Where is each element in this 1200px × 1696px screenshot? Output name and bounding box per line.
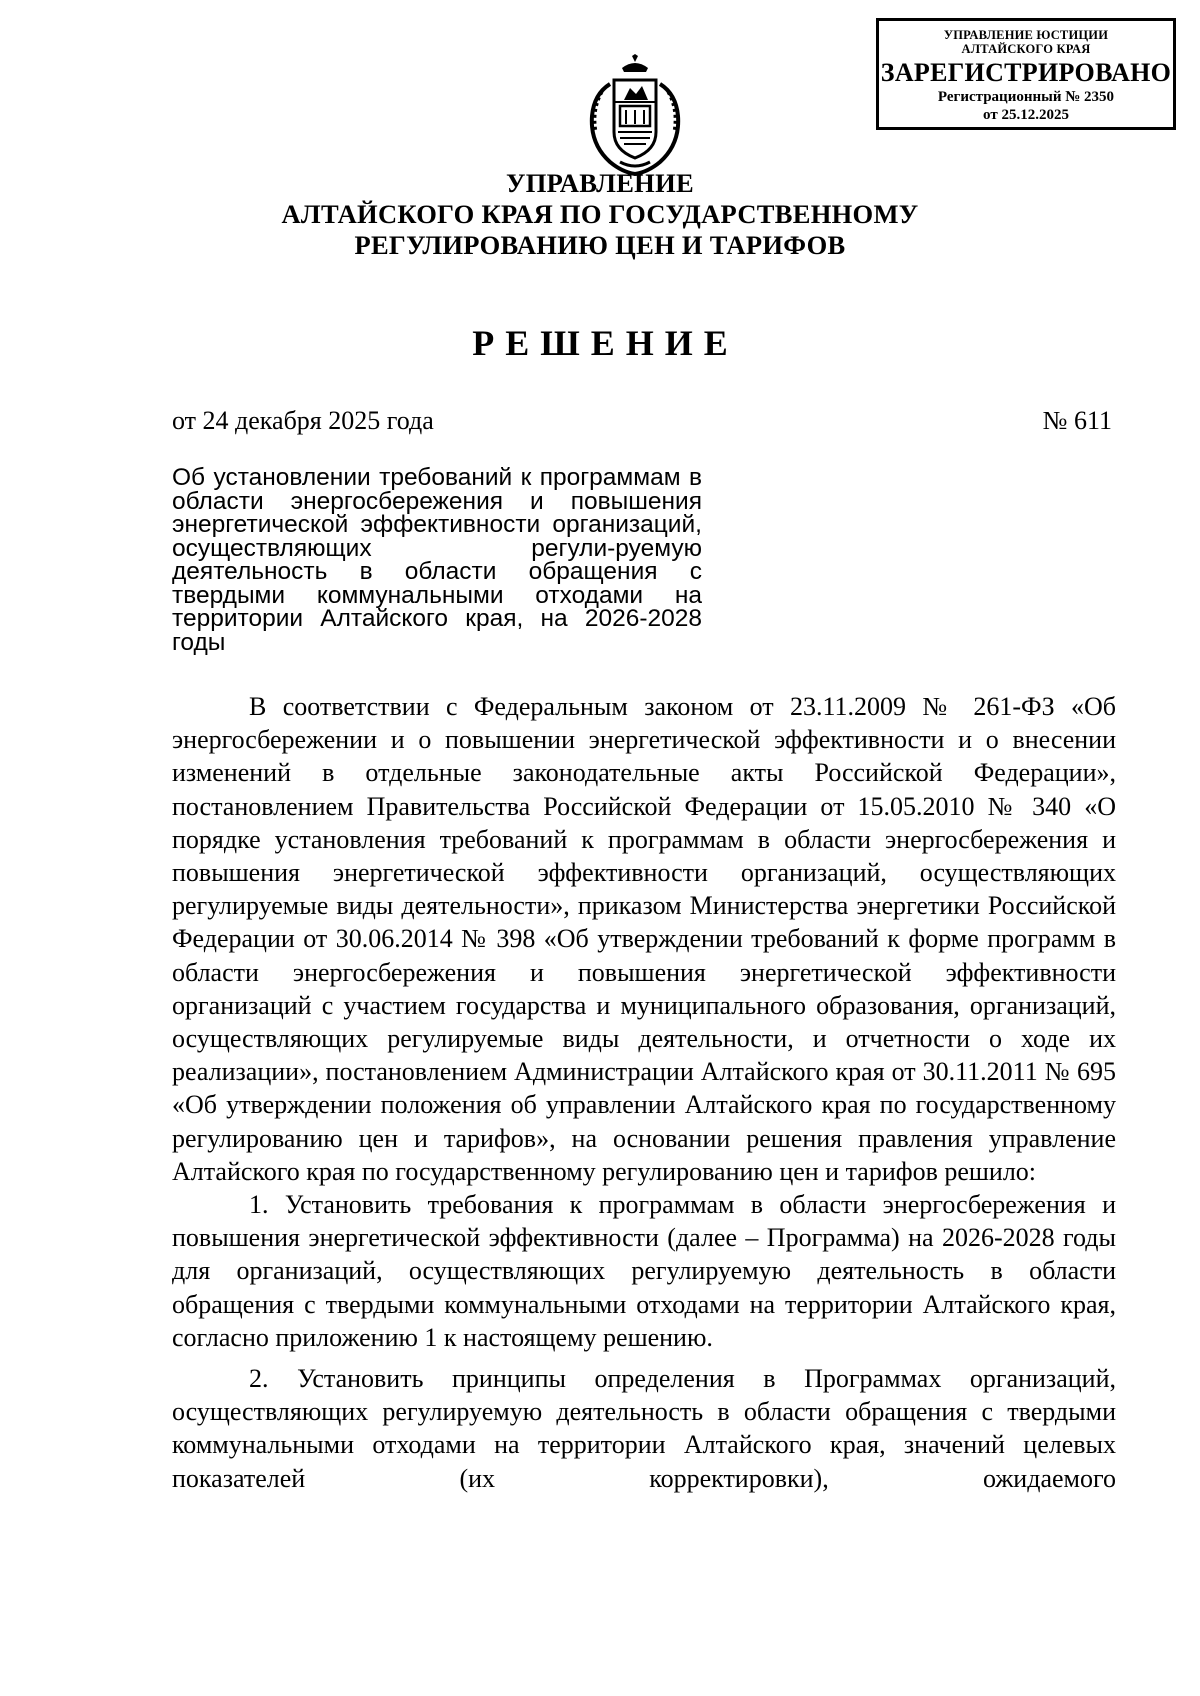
item-1-paragraph: 1. Установить требования к программам в области энергосбережения и повышения энергетической эффективности (далее – Программа) на 2026-2028 годы для организаций, осуществляющих регулируемую деятельность в области обращения с твердыми коммунальными отходами на территории Алтайского края, согласно приложению 1 к настоящему решению. [172, 1190, 1116, 1352]
authority-line1: УПРАВЛЕНИЕ [506, 168, 694, 198]
decision-date: от 24 декабря 2025 года [172, 406, 434, 435]
stamp-reg-date: от 25.12.2025 [983, 107, 1069, 123]
authority-line2: АЛТАЙСКОГО КРАЯ ПО ГОСУДАРСТВЕННОМУ [281, 199, 919, 229]
stamp-status: ЗАРЕГИСТРИРОВАНО [880, 58, 1172, 87]
stamp-org-line1: УПРАВЛЕНИЕ ЮСТИЦИИ [943, 28, 1109, 42]
document-body [172, 690, 1116, 1495]
document-type-title: РЕШЕНИЕ [472, 323, 739, 363]
coat-of-arms-icon [580, 54, 690, 178]
stamp-org-line2: АЛТАЙСКОГО КРАЯ [961, 42, 1091, 56]
issuing-authority [0, 168, 1200, 261]
preamble-paragraph: В соответствии с Федеральным законом от 23.11.2009 № 261-ФЗ «Об энергосбережении и о повышении энергетической эффективности и о внесении изменений в отдельные законодательные акты Российской Федерации», постановлением Правительства Российской Федерации от 15.05.2010 № 340 «О порядке установления требований к программам в области энергосбережения и повышения энергетической эффективности организаций, осуществляющих регулируемые виды деятельности», приказом Министерства энергетики Российской Федерации от 30.06.2014 № 398 «Об утверждении требований к форме программ в области энергосбережения и повышения энергетической эффективности организаций с участием государства и муниципального образования, организаций, осуществляющих регулируемые виды деятельности, и отчетности о ходе их реализации», постановлением Администрации Алтайского края от 30.11.2011 № 695 «Об утверждении положения об управлении Алтайского края по государственному регулированию цен и тарифов», на основании решения правления управление Алтайского края по государственному регулированию цен и тарифов решило: [172, 692, 1116, 1186]
registration-stamp [876, 18, 1176, 130]
item-2-paragraph: 2. Установить принципы определения в Программах организаций, осуществляющих регулируемую деятельность в области обращения с твердыми коммунальными отходами на территории Алтайского края, значений целевых показателей (их корректировки), ожидаемого [172, 1364, 1116, 1493]
decision-subject: Об установлении требований к программам в области энергосбережения и повышения энергетической эффективности организаций, осуществляющих регули-руемую деятельность в области обращения с твердыми коммунальными отходами на территории Алтайского края, на 2026-2028 годы [172, 464, 702, 656]
decision-number: № 611 [1042, 406, 1112, 435]
authority-line3: РЕГУЛИРОВАНИЮ ЦЕН И ТАРИФОВ [354, 230, 846, 260]
stamp-reg-number: Регистрационный № 2350 [937, 89, 1115, 105]
